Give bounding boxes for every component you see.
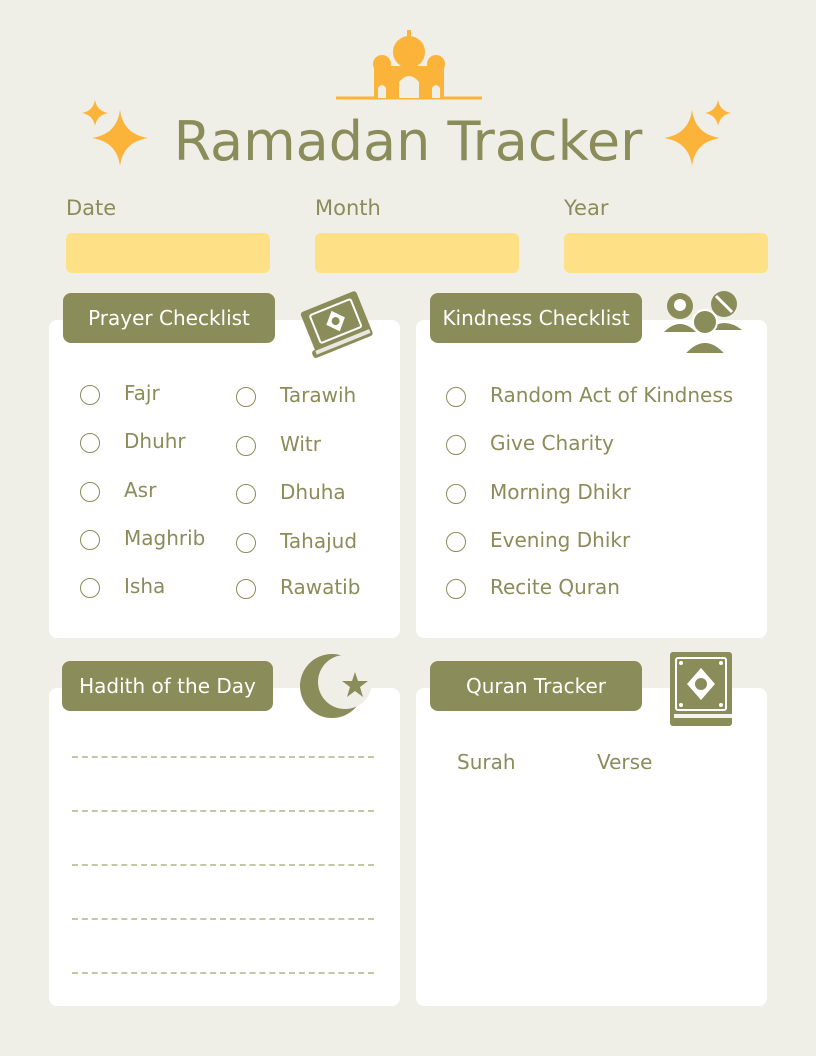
checkbox-icon[interactable] [80,530,100,550]
checkbox-icon[interactable] [236,436,256,456]
crescent-star-icon [298,652,378,722]
checkbox-icon[interactable] [80,482,100,502]
writing-line[interactable] [72,972,374,974]
hadith-heading: Hadith of the Day [62,661,273,711]
checkbox-icon[interactable] [236,387,256,407]
writing-line[interactable] [72,756,374,758]
checkbox-icon[interactable] [80,578,100,598]
prayer-checklist-heading: Prayer Checklist [63,293,275,343]
year-label: Year [564,196,609,220]
checkbox-icon[interactable] [446,435,466,455]
checkbox-icon[interactable] [446,387,466,407]
quran-tracker-card [416,688,767,1006]
year-field[interactable] [564,233,768,273]
checkbox-icon[interactable] [446,579,466,599]
checkbox-icon[interactable] [236,484,256,504]
writing-line[interactable] [72,864,374,866]
writing-line[interactable] [72,810,374,812]
page-title: Ramadan Tracker [173,110,643,173]
date-field[interactable] [66,233,270,273]
checkbox-icon[interactable] [446,532,466,552]
kindness-checklist-heading: Kindness Checklist [430,293,642,343]
checkbox-icon[interactable] [236,579,256,599]
writing-line[interactable] [72,918,374,920]
quran-book-icon [294,286,378,358]
people-icon [660,286,746,358]
checkbox-icon[interactable] [236,533,256,553]
checkbox-icon[interactable] [80,433,100,453]
date-label: Date [66,196,117,220]
verse-label: Verse [597,750,653,774]
month-label: Month [315,196,381,220]
checkbox-icon[interactable] [446,484,466,504]
quran-tracker-heading: Quran Tracker [430,661,642,711]
checkbox-icon[interactable] [80,385,100,405]
quran-cover-icon [668,650,734,728]
mosque-icon [336,30,482,102]
surah-label: Surah [457,750,516,774]
month-field[interactable] [315,233,519,273]
hadith-card [49,688,400,1006]
